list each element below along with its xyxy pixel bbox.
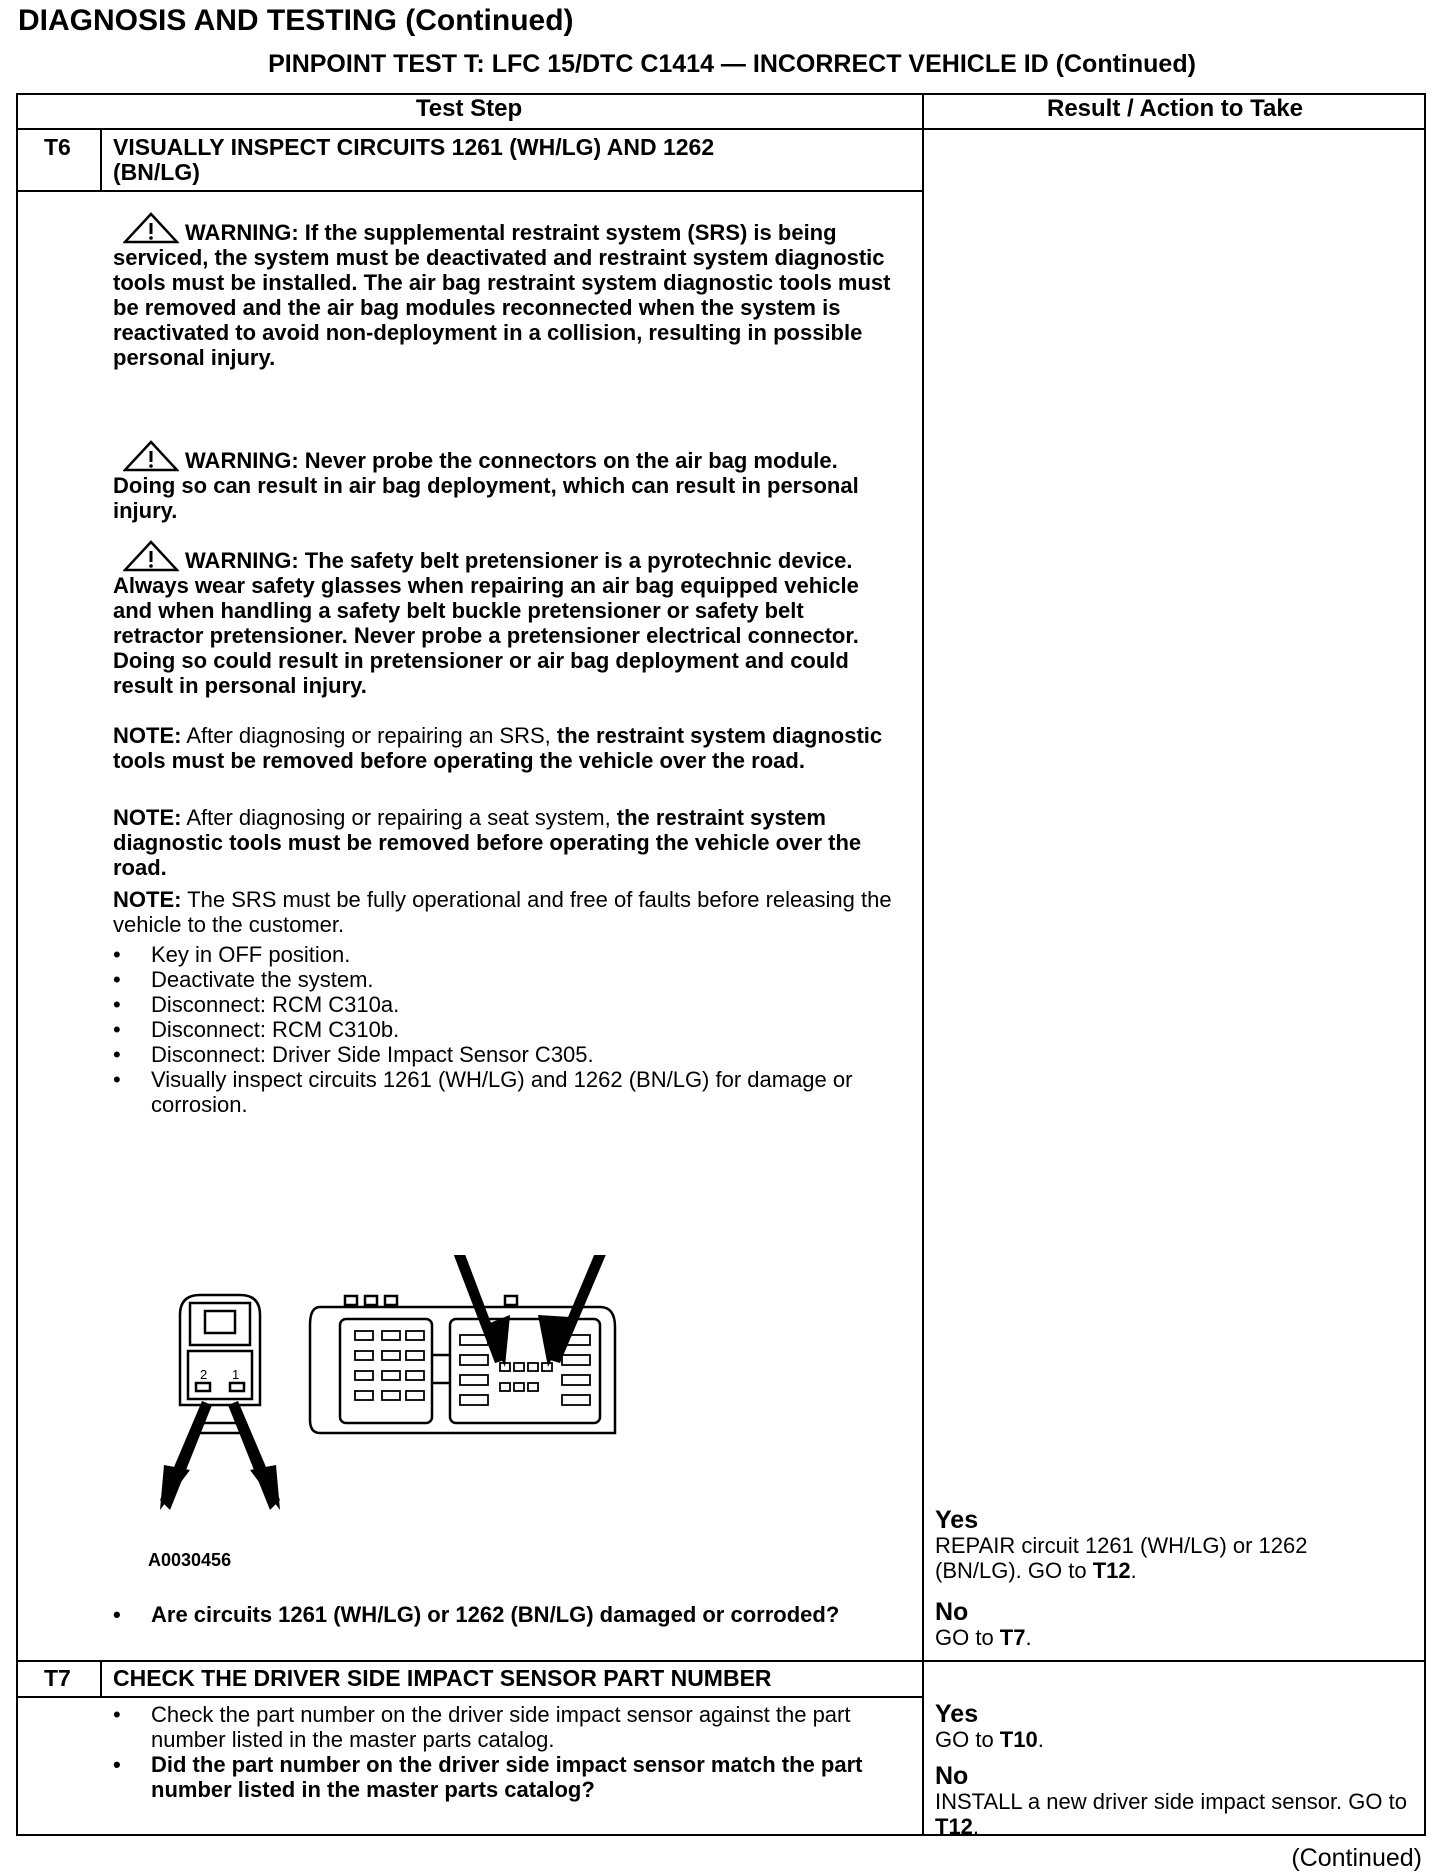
note-2-bold: the restraint system diagnostic tools must be removed before operating the vehicle over the road.: [113, 805, 862, 880]
t6-result-yes: Yes REPAIR circuit 1261 (WH/LG) or 1262 (BN/LG). GO to T12.: [935, 1508, 1395, 1583]
t7-step-list: [113, 1702, 888, 1802]
pin-label: 1: [232, 1367, 240, 1382]
t6-yes-ref: T12: [1092, 1558, 1131, 1583]
t6-no-ref: T7: [999, 1625, 1026, 1650]
yes-label: Yes: [935, 1700, 979, 1728]
no-label: No: [935, 1598, 969, 1626]
list-item: • Deactivate the system.: [113, 967, 853, 992]
warning-triangle-icon: [123, 540, 179, 572]
connector-illustration: [160, 1255, 760, 1555]
t6-question: [113, 1602, 873, 1627]
figure-code: A0030456: [148, 1550, 232, 1570]
t7-id-divider: [100, 1660, 102, 1698]
t7-title-border: [16, 1696, 924, 1698]
t7-result-yes: Yes GO to T10.: [935, 1702, 1415, 1752]
note-label: NOTE:: [113, 723, 182, 748]
warning-triangle-icon: [123, 212, 179, 244]
warning-2: [113, 440, 893, 523]
t7-result-no: No INSTALL a new driver side impact sensor. GO to T12.: [935, 1764, 1415, 1839]
t6-row-end-border: [16, 1660, 1426, 1662]
list-item: • Disconnect: RCM C310b.: [113, 1017, 853, 1042]
t7-yes-action: GO to: [935, 1727, 1000, 1752]
warning-1-text: WARNING: If the supplemental restraint system (SRS) is being serviced, the system must be deactivated and restraint system diagnostic tools must be installed. The air bag restraint system diagnostic tools must be removed and the air bag modules reconnected when the system is reactivated to avoid non-deployment in a collision, resulting in possible personal injury.: [113, 220, 891, 370]
list-item: • Visually inspect circuits 1261 (WH/LG) and 1262 (BN/LG) for damage or corrosion.: [113, 1067, 853, 1117]
section-title: DIAGNOSIS AND TESTING (Continued): [18, 4, 574, 37]
pin-label: 2: [200, 1367, 208, 1382]
t7-no-ref: T12: [935, 1814, 973, 1839]
list-item: • Check the part number on the driver side impact sensor against the part number listed in the master parts catalog.: [113, 1702, 888, 1752]
list-item: • Did the part number on the driver side impact sensor match the part number listed in the master parts catalog?: [113, 1752, 888, 1802]
note-1-plain: After diagnosing or repairing an SRS,: [181, 723, 557, 748]
warning-1: [113, 212, 893, 370]
yes-label: Yes: [935, 1506, 979, 1534]
column-divider: [922, 93, 924, 1836]
t6-id-divider: [100, 128, 102, 192]
t6-title-line1: VISUALLY INSPECT CIRCUITS 1261 (WH/LG) AND 1262: [113, 134, 715, 160]
step-id-t7: T7: [44, 1665, 71, 1691]
t6-step-list: [113, 942, 853, 1117]
note-label: NOTE:: [113, 805, 182, 830]
t7-yes-ref: T10: [999, 1727, 1038, 1752]
list-item: • Key in OFF position.: [113, 942, 853, 967]
arrow-icon: [250, 1465, 280, 1510]
list-item: • Disconnect: RCM C310a.: [113, 992, 853, 1017]
no-label: No: [935, 1762, 969, 1790]
arrow-icon: [160, 1465, 190, 1510]
t7-no-action: INSTALL a new driver side impact sensor. GO to: [935, 1789, 1407, 1814]
warning-2-text: WARNING: Never probe the connectors on the air bag module. Doing so can result in air bag deployment, which can result in personal injury.: [113, 448, 859, 523]
t6-no-action: GO to: [935, 1625, 1000, 1650]
continued-label: (Continued): [1291, 1844, 1422, 1872]
t7-title: CHECK THE DRIVER SIDE IMPACT SENSOR PART NUMBER: [113, 1665, 772, 1691]
step-id-t6: T6: [44, 134, 71, 160]
t6-title-line2: (BN/LG): [113, 159, 200, 185]
warning-3: [113, 540, 893, 698]
note-2-plain: After diagnosing or repairing a seat system,: [181, 805, 617, 830]
note-3: [113, 887, 893, 937]
note-3-plain: The SRS must be fully operational and free of faults before releasing the vehicle to the customer.: [113, 887, 892, 937]
t6-title-border: [16, 190, 924, 192]
table-title: PINPOINT TEST T: LFC 15/DTC C1414 — INCORRECT VEHICLE ID (Continued): [268, 50, 1196, 78]
col-header-result: Result / Action to Take: [1046, 95, 1304, 122]
note-1-bold: the restraint system diagnostic tools must be removed before operating the vehicle over the road.: [113, 723, 883, 773]
col-header-test-step: Test Step: [415, 95, 523, 122]
t6-yes-action: REPAIR circuit 1261 (WH/LG) or 1262 (BN/LG). GO to: [935, 1533, 1308, 1583]
list-item: • Disconnect: Driver Side Impact Sensor C305.: [113, 1042, 853, 1067]
note-1: [113, 723, 893, 773]
warning-3-text: WARNING: The safety belt pretensioner is a pyrotechnic device. Always wear safety glasses when repairing an air bag equipped vehicle and when handling a safety belt buckle pretensioner or safety belt retractor pretensioner. Never probe a pretensioner electrical connector. Doing so could result in pretensioner or air bag deployment and could result in personal injury.: [113, 548, 859, 698]
note-2: [113, 805, 893, 880]
list-item: • Are circuits 1261 (WH/LG) or 1262 (BN/LG) damaged or corroded?: [113, 1602, 873, 1627]
t6-result-no: No GO to T7.: [935, 1600, 1395, 1650]
warning-triangle-icon: [123, 440, 179, 472]
note-label: NOTE:: [113, 887, 182, 912]
header-row-border: [16, 128, 1426, 130]
